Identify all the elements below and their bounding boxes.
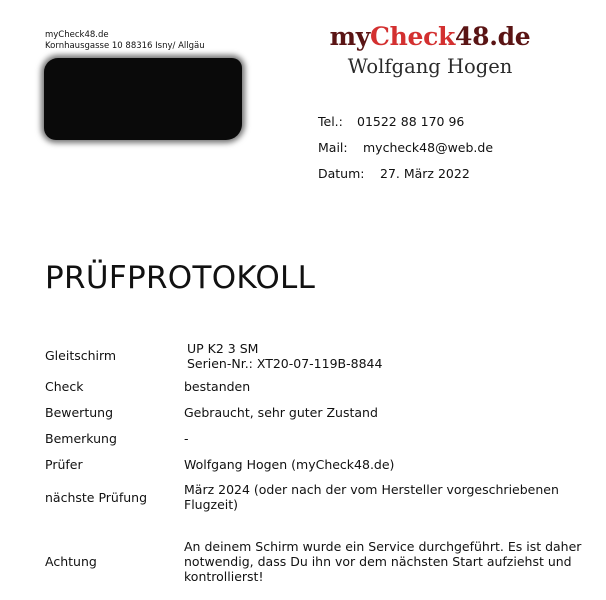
phone-label: Tel.: <box>318 114 343 129</box>
row-label: Bemerkung <box>45 430 117 446</box>
contact-phone <box>318 114 493 140</box>
row-value: März 2024 (oder nach der vom Hersteller vorgeschriebenen Flugzeit) <box>184 482 559 512</box>
contact-block <box>318 114 493 192</box>
redacted-recipient-address <box>44 58 242 140</box>
glider-serial: Serien-Nr.: XT20-07-119B-8844 <box>187 355 383 371</box>
table-row-bewertung <box>45 399 590 425</box>
logo-wordmark: myCheck48.de <box>329 22 531 51</box>
sender-street: Kornhausgasse 10 88316 Isny/ Allgäu <box>45 41 205 51</box>
row-label: Achtung <box>45 553 97 569</box>
row-value: bestanden <box>184 378 251 394</box>
protocol-table <box>45 338 590 595</box>
logo-subtitle: Wolfgang Hogen <box>347 55 513 78</box>
row-label: nächste Prüfung <box>45 489 148 505</box>
table-row-pruefer <box>45 451 590 477</box>
row-label: Bewertung <box>45 404 113 420</box>
table-row-naechste-pruefung <box>45 477 590 517</box>
sender-name: myCheck48.de <box>45 30 109 40</box>
table-row-check <box>45 373 590 399</box>
company-logo <box>320 22 540 78</box>
row-label: Check <box>45 378 84 394</box>
table-row-achtung <box>45 527 590 595</box>
table-row-gleitschirm <box>45 338 590 373</box>
date-value: 27. März 2022 <box>380 166 470 181</box>
row-value: An deinem Schirm wurde ein Service durchgeführt. Es ist daher notwendig, dass Du ihn vor dem nächsten Start aufziehst und kontrollierst! <box>184 538 582 584</box>
row-value: Gebraucht, sehr guter Zustand <box>184 404 378 420</box>
contact-mail <box>318 140 493 166</box>
row-label: Gleitschirm <box>45 348 117 363</box>
contact-date <box>318 166 493 192</box>
glider-model: UP K2 3 SM <box>187 340 259 356</box>
page-title: PRÜFPROTOKOLL <box>45 260 316 296</box>
date-label: Datum: <box>318 166 365 181</box>
mail-value: mycheck48@web.de <box>363 140 494 155</box>
row-value: - <box>184 430 189 446</box>
table-row-bemerkung <box>45 425 590 451</box>
sender-address <box>45 30 205 52</box>
row-label: Prüfer <box>45 456 83 472</box>
phone-value: 01522 88 170 96 <box>357 114 465 129</box>
mail-label: Mail: <box>318 140 348 155</box>
row-value: Wolfgang Hogen (myCheck48.de) <box>184 456 395 472</box>
row-value <box>184 341 590 371</box>
